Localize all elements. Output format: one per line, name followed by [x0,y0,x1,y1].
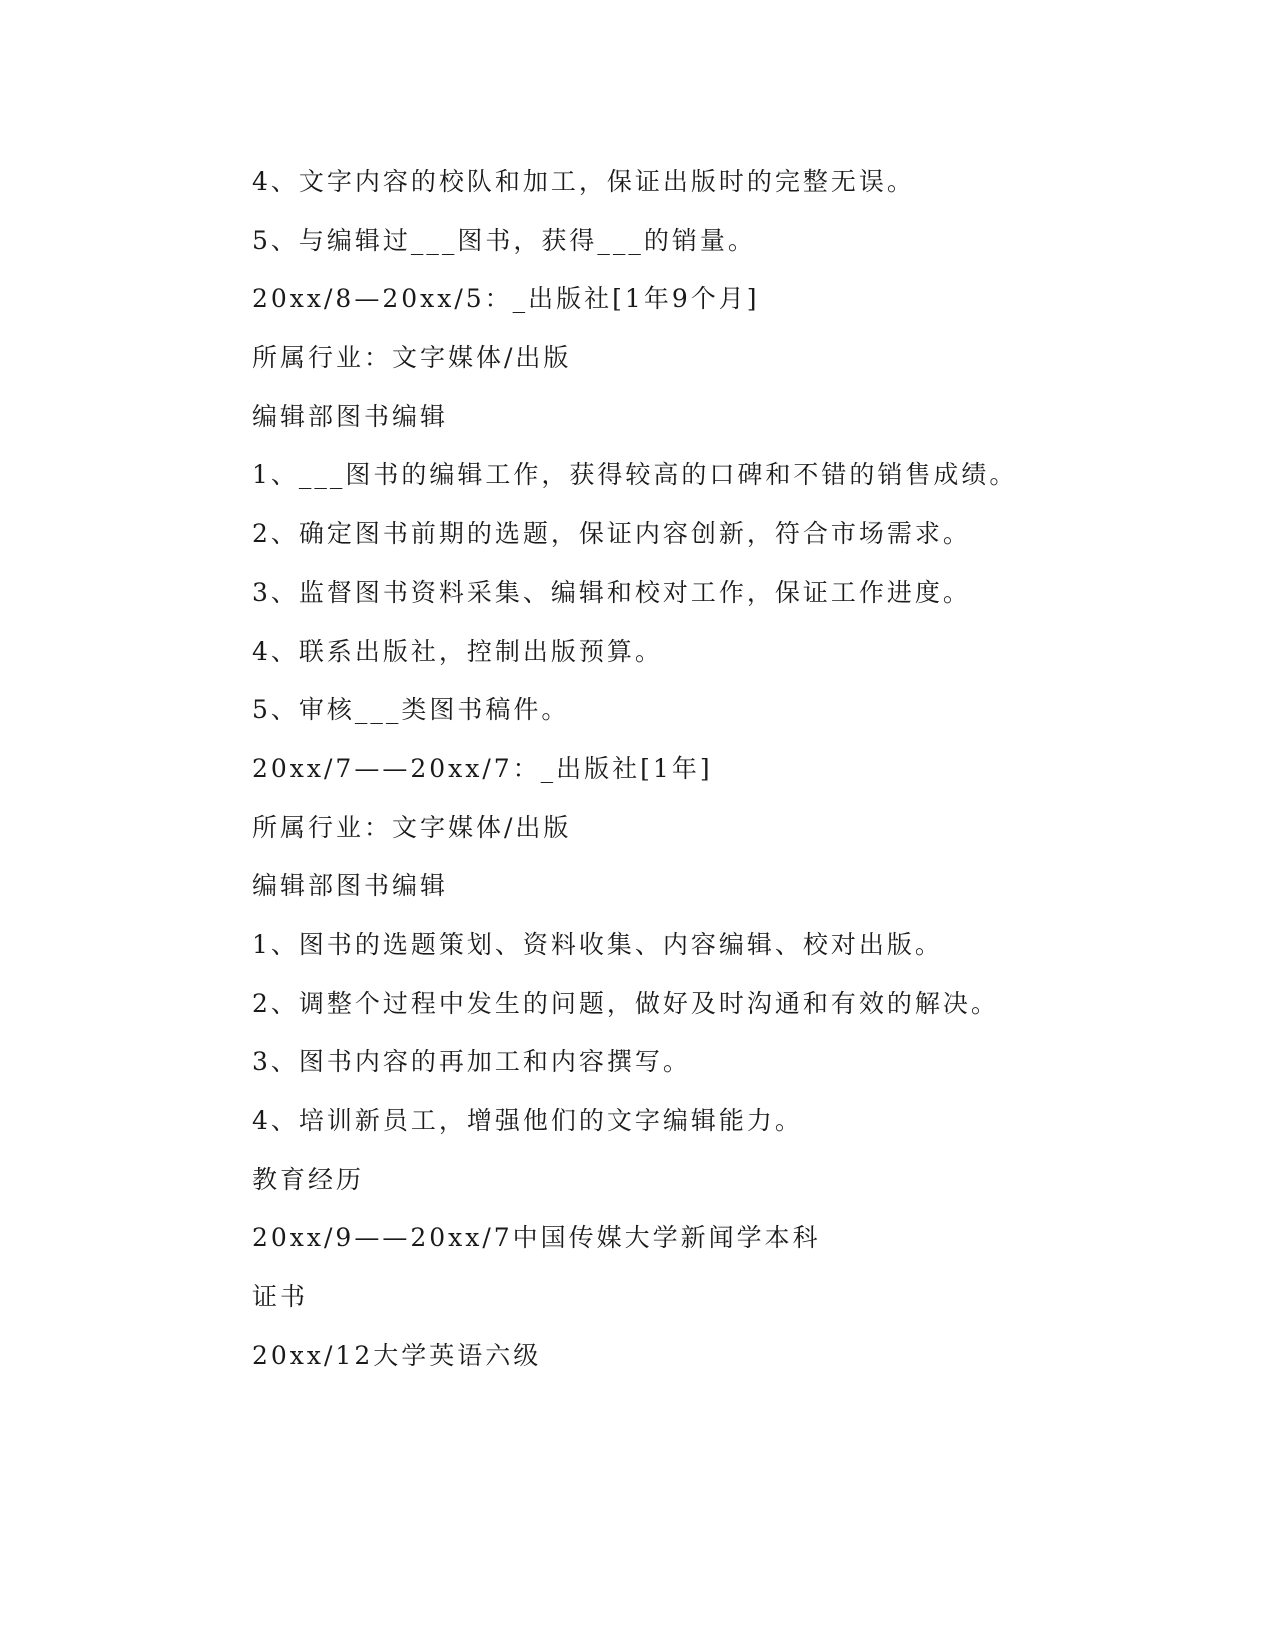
text-line: 4、培训新员工，增强他们的文字编辑能力。 [252,1106,803,1135]
text-line: 所属行业：文字媒体/出版 [252,343,572,373]
section-heading-certificates: 证书 [252,1282,309,1312]
text-line: 4、联系出版社，控制出版预算。 [252,636,663,666]
document-body [252,162,1152,1394]
text-line: 1、___图书的编辑工作，获得较高的口碑和不错的销售成绩。 [252,460,1018,490]
text-line: 20xx/9——20xx/7中国传媒大学新闻学本科 [252,1223,821,1253]
text-line: 所属行业：文字媒体/出版 [252,812,572,842]
text-line: 5、审核___类图书稿件。 [252,695,570,725]
text-line: 2、调整个过程中发生的问题，做好及时沟通和有效的解决。 [252,988,999,1018]
text-line: 20xx/7——20xx/7：_出版社[1年] [252,753,713,783]
text-line: 1、图书的选题策划、资料收集、内容编辑、校对出版。 [252,929,943,959]
text-line: 20xx/8—20xx/5：_出版社[1年9个月] [252,284,760,314]
text-line: 20xx/12大学英语六级 [252,1340,542,1370]
text-line: 3、图书内容的再加工和内容撰写。 [252,1047,691,1077]
text-line: 3、监督图书资料采集、编辑和校对工作，保证工作进度。 [252,577,971,607]
section-heading-education: 教育经历 [252,1164,365,1194]
text-line: 4、文字内容的校队和加工，保证出版时的完整无误。 [252,167,915,196]
text-line: 编辑部图书编辑 [252,871,449,901]
text-line: 编辑部图书编辑 [252,401,449,431]
text-line: 2、确定图书前期的选题，保证内容创新，符合市场需求。 [252,519,971,549]
text-line: 5、与编辑过___图书，获得___的销量。 [252,225,756,255]
